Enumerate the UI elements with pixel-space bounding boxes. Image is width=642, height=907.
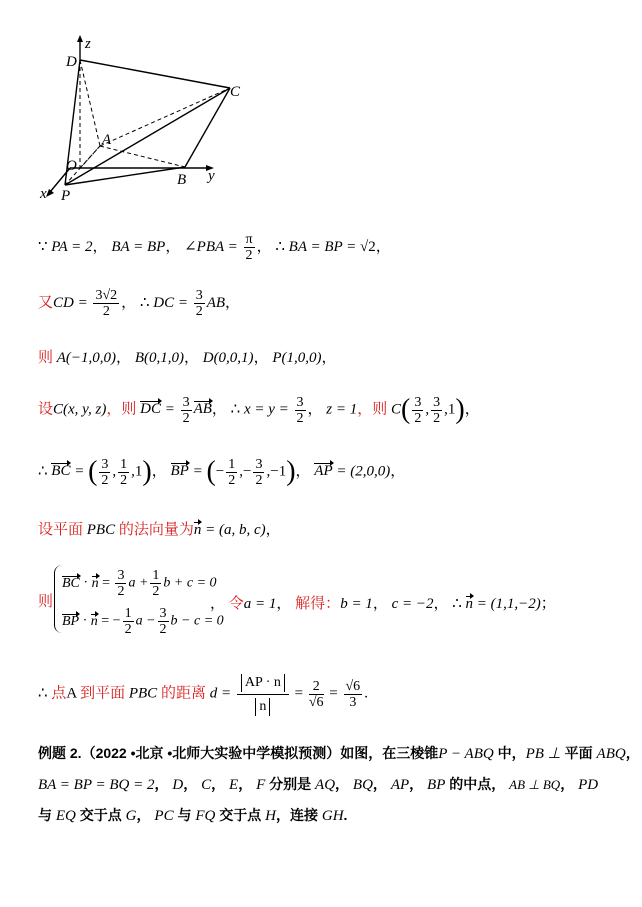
ze-word: 则 [38, 594, 54, 610]
vector-dc: DC [140, 401, 161, 418]
sep: ， [276, 596, 292, 612]
term: a + [128, 575, 149, 591]
segment: GH [321, 808, 344, 824]
sep: ， [165, 238, 181, 255]
label-D: D [66, 54, 77, 70]
frac [344, 679, 363, 710]
c-eq: c = −2 [391, 596, 434, 612]
plane-abq: ABQ [596, 746, 626, 762]
ab: AB [206, 294, 226, 311]
n-result: = (1,1,−2) [473, 596, 541, 612]
text: ， [211, 776, 226, 792]
sep: ； [540, 596, 556, 612]
conclusion: BA = BP = [288, 238, 361, 255]
label-C: C [230, 84, 241, 100]
jiede-word: 解得： [295, 596, 341, 612]
label-O: O [66, 158, 77, 174]
sep: ， [256, 238, 272, 255]
eq: = [294, 685, 304, 702]
vector-bp: BP [62, 613, 80, 629]
angle-eq: ∠PBA = [184, 238, 238, 255]
eq: = [98, 575, 114, 591]
ling-word: 令 [228, 596, 244, 612]
frac-den [237, 695, 289, 716]
point-c-label: C [391, 401, 402, 418]
frac [226, 457, 237, 488]
frac [194, 288, 205, 319]
line-2 [38, 288, 240, 319]
text: 平面 [560, 745, 597, 761]
system-eq-2 [62, 606, 224, 637]
sep: ， [121, 294, 137, 311]
segment: BP [427, 777, 446, 793]
pi-over-2 [244, 232, 255, 263]
frac-den: 2 [245, 248, 253, 263]
ze-word: 则 [38, 350, 54, 366]
point-a: A [66, 685, 77, 702]
point-d: D(0,0,1) [202, 350, 254, 366]
frac [99, 457, 110, 488]
label-y: y [208, 168, 215, 184]
sep: ， [433, 596, 449, 612]
frac [181, 395, 192, 426]
paren: ( [401, 394, 411, 425]
example-line-2 [38, 769, 628, 800]
system-eq-1 [62, 568, 217, 599]
rest: ,1 [131, 463, 143, 480]
example-line-1 [38, 738, 640, 769]
example-line-3 [38, 800, 628, 831]
frac [431, 395, 442, 426]
frac-den: 2 [102, 304, 110, 319]
text: ， [409, 776, 424, 792]
frac-num: 3 [159, 606, 167, 621]
text: ， [183, 776, 198, 792]
text: 与 [173, 807, 196, 823]
sep: ， [307, 401, 323, 418]
line-6 [38, 518, 281, 539]
frac [123, 606, 134, 637]
dot: · [79, 575, 92, 591]
label-B: B [177, 172, 187, 188]
text: 的法向量为 [115, 522, 194, 538]
eq: = [164, 401, 175, 418]
sep: ， [390, 463, 406, 480]
paren: ( [88, 456, 98, 487]
text: ，连接 [275, 807, 322, 823]
paren: ( [206, 456, 216, 487]
frac [295, 395, 306, 426]
sep: ，则 [106, 401, 137, 418]
a-eq: a = 1 [243, 596, 277, 612]
vector-ab: AB [193, 401, 212, 418]
text: . [343, 807, 348, 823]
frac-den: 2 [195, 304, 203, 319]
text: 设平面 [38, 522, 87, 538]
plane-pbc: PBC [128, 685, 158, 702]
frac-num: 2 [309, 679, 324, 695]
frac-den: 2 [152, 584, 160, 599]
point: D [172, 777, 184, 793]
rest: ,1 [444, 401, 456, 418]
line-1 [38, 232, 391, 263]
pyramid: P − ABQ [438, 746, 494, 762]
text: ， [372, 776, 387, 792]
text: 与 [38, 807, 56, 823]
sep: ， [183, 350, 199, 366]
frac [253, 457, 264, 488]
frac-num: 3 [414, 394, 422, 410]
vector-n: n [91, 575, 99, 591]
eq: = [192, 463, 203, 480]
text: ， [335, 776, 350, 792]
point: F [256, 777, 266, 793]
frac-num: 3 [182, 394, 190, 410]
frac-num: 3 [117, 568, 125, 583]
point: H [265, 808, 276, 824]
line-3 [38, 346, 337, 367]
paren: ) [286, 456, 296, 487]
frac-den: 2 [117, 584, 125, 599]
frac-den: 2 [124, 622, 132, 637]
comma: , [425, 401, 430, 418]
term: b − c = 0 [170, 613, 224, 629]
label-A: A [102, 132, 112, 148]
pyramid-figure [30, 30, 290, 240]
pa-eq: PA = 2 [51, 238, 93, 255]
text: ， [136, 807, 151, 823]
rest: ,−1 [266, 463, 287, 480]
point-p: P(1,0,0) [272, 350, 322, 366]
vector-bp: BP [170, 463, 189, 480]
segment: PD [578, 777, 599, 793]
dot: · [79, 613, 91, 629]
frac-num: 3 [101, 456, 109, 472]
frac-num: 3 [255, 456, 263, 472]
xy-eq: x = y = [243, 401, 289, 418]
therefore-symbol: ∴ [38, 463, 48, 480]
sep: . [364, 685, 368, 702]
vector-bc: BC [51, 463, 71, 480]
text: ， [625, 745, 640, 761]
therefore-symbol: ∴ [38, 685, 48, 702]
line-7-result [210, 592, 556, 613]
ap-eq: = (2,0,0) [336, 463, 391, 480]
text: ， [154, 776, 169, 792]
line-4 [38, 394, 480, 426]
text: 交于点 [215, 807, 266, 823]
segment: AQ [315, 777, 336, 793]
point-a: A(−1,0,0) [56, 350, 117, 366]
comma: ,− [239, 463, 252, 480]
because-symbol: ∵ [38, 238, 48, 255]
sep: ， [372, 596, 388, 612]
point: E [229, 777, 239, 793]
example-heading: 例题 2.（2022 •北京 •北师大实验中学模拟预测）如图，在三棱锥 [38, 745, 439, 761]
vector-ap: AP [314, 463, 333, 480]
sep: ， [210, 596, 226, 612]
term: b + c = 0 [163, 575, 217, 591]
text: 中， [493, 745, 526, 761]
de-word: 的距离 [157, 685, 206, 702]
b-eq: b = 1 [340, 596, 373, 612]
line-8 [38, 672, 368, 716]
lengths: BA = BP = BQ = 2 [38, 777, 155, 793]
text: 交于点 [75, 807, 126, 823]
frac-den: 2 [255, 472, 263, 488]
sep: ， [321, 350, 337, 366]
eq: = − [97, 613, 121, 629]
label-z: z [85, 36, 91, 52]
frac-den: 2 [159, 622, 167, 637]
sep: ， [92, 238, 108, 255]
therefore-symbol: ∴ [275, 238, 285, 255]
line-5 [38, 456, 405, 488]
plane-pbc: PBC [86, 522, 116, 538]
sep: ， [375, 238, 391, 255]
d-eq: d = [209, 685, 232, 702]
abs-numer: AP · n [241, 674, 285, 692]
paren: ) [142, 456, 152, 487]
frac [158, 606, 169, 637]
sep: ， [151, 463, 167, 480]
sep: ， [295, 463, 311, 480]
comma: , [112, 463, 117, 480]
distance-frac [237, 672, 289, 716]
dao-word: 到平面 [76, 685, 129, 702]
frac-den: 2 [182, 410, 190, 426]
she-word: 设 [38, 401, 54, 418]
frac-num: 3 [195, 288, 203, 303]
sep: ， [116, 350, 132, 366]
sep: ， [253, 350, 269, 366]
example-2 [38, 738, 640, 831]
sep: ， [265, 522, 281, 538]
frac-num: 1 [120, 456, 128, 472]
frac-num [237, 672, 289, 695]
segment: AP [390, 777, 410, 793]
frac-den: 2 [296, 410, 304, 426]
segment: PC [154, 808, 174, 824]
frac-num: 1 [124, 606, 132, 621]
term: a − [135, 613, 156, 629]
point: C [201, 777, 212, 793]
frac [118, 457, 129, 488]
text: ， [560, 776, 575, 792]
label-x: x [40, 186, 47, 202]
sep: ， [211, 401, 227, 418]
eq: = [74, 463, 85, 480]
eq: = [329, 685, 338, 702]
frac-den: 2 [433, 410, 441, 426]
sqrt2: √2 [360, 238, 376, 255]
point-b: B(0,1,0) [134, 350, 184, 366]
frac-den: 2 [414, 410, 422, 426]
therefore-symbol: ∴ [452, 596, 462, 612]
therefore-symbol: ∴ [139, 294, 150, 311]
text: ， [238, 776, 253, 792]
frac-num: 1 [152, 568, 160, 583]
segment: EQ [55, 808, 76, 824]
frac-den: 2 [228, 472, 236, 488]
frac [309, 679, 324, 710]
frac-den: 2 [120, 472, 128, 488]
frac [115, 568, 126, 599]
sep: ， [225, 294, 241, 311]
abs-denom: n [255, 698, 270, 716]
paren: ) [455, 394, 465, 425]
frac-num: 1 [228, 456, 236, 472]
cd-eq: CD = [53, 294, 88, 311]
minus: − [215, 463, 225, 480]
sep: ， [464, 401, 480, 418]
frac-den: 3 [349, 694, 357, 710]
frac-num: 3√2 [95, 288, 118, 303]
segment: FQ [195, 808, 216, 824]
frac-num: 3 [296, 394, 304, 410]
pb-perp: PB ⊥ [525, 746, 561, 762]
frac-num: 3 [433, 394, 441, 410]
ba-bp-eq: BA = BP [111, 238, 166, 255]
frac [93, 288, 119, 319]
line-7-label [38, 590, 53, 611]
you-word: 又 [38, 294, 54, 311]
label-P: P [61, 188, 71, 204]
vector-n: n [90, 613, 98, 629]
vector-bc: BC [62, 575, 80, 591]
sep: ，则 [357, 401, 388, 418]
z-eq: z = 1 [326, 401, 358, 418]
dian-word: 点 [51, 685, 67, 702]
frac-den: √6 [308, 694, 324, 710]
n-def: = (a, b, c) [201, 522, 266, 538]
vector-n: n [193, 522, 202, 538]
text: 分别是 [265, 776, 316, 792]
frac-den: 2 [101, 472, 109, 488]
frac-num: √6 [345, 678, 361, 694]
frac-num: π [245, 232, 253, 247]
therefore-symbol: ∴ [230, 401, 241, 418]
point-c: C(x, y, z) [53, 401, 107, 418]
frac [412, 395, 423, 426]
text: 的中点， [445, 776, 506, 792]
segment: BQ [352, 777, 373, 793]
vector-n: n [465, 596, 474, 612]
ab-perp-bq: AB ⊥ BQ [509, 777, 561, 792]
frac [150, 568, 161, 599]
dc-eq: DC = [153, 294, 188, 311]
point: G [125, 808, 137, 824]
